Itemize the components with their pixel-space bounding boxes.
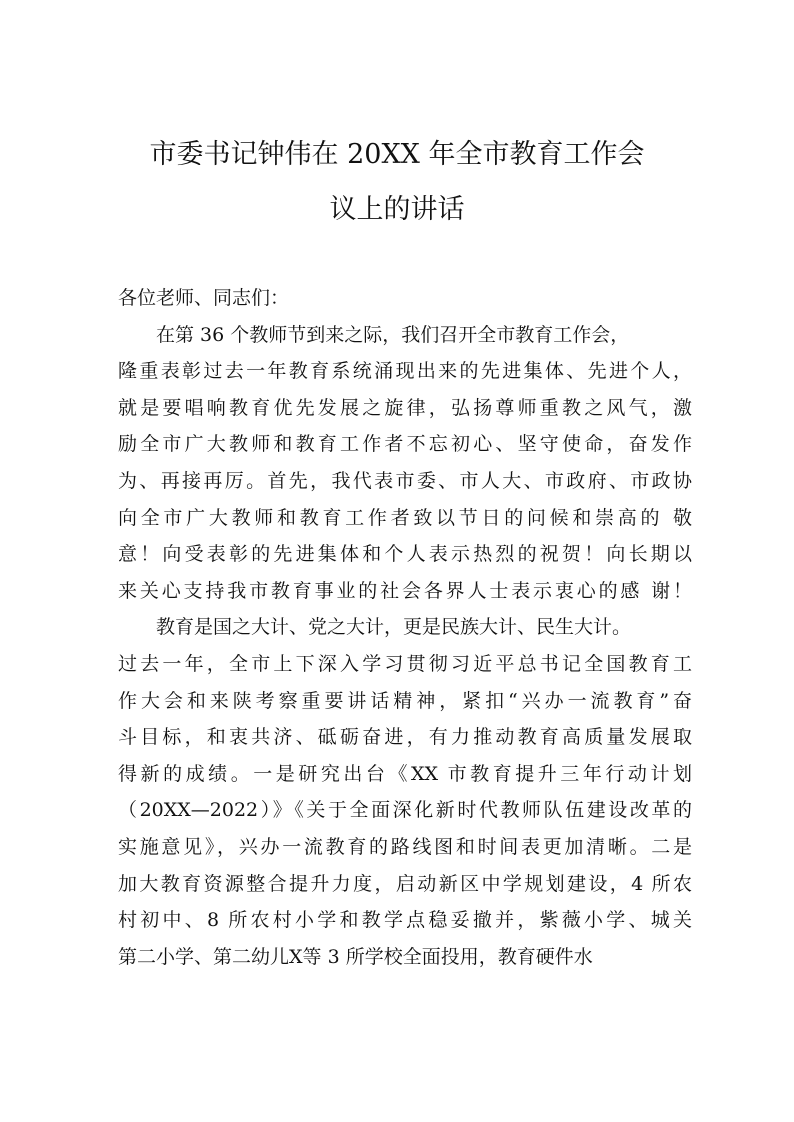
body-text-line: 来关心支持我市教育事业的社会各界人士表示衷心的感 谢！	[118, 579, 692, 602]
body-text-line: 在第 36 个教师节到来之际，我们召开全市教育工作会，	[156, 323, 630, 346]
body-text-line: 实施意见》，兴办一流教育的路线图和时间表更加清晰。二是	[118, 835, 692, 858]
salutation: 各位老师、同志们：	[118, 287, 290, 309]
body-text-line: 就是要唱响教育优先发展之旋律，弘扬尊师重教之风气，激	[118, 396, 692, 419]
body-text-line: （20XX—2022）》《关于全面深化新时代教师队伍建设改革的	[118, 799, 692, 822]
body-text-line: 过去一年，全市上下深入学习贯彻习近平总书记全国教育工	[118, 652, 692, 675]
body-text-line: 第二小学、第二幼儿X等 3 所学校全面投用，教育硬件水	[118, 945, 593, 968]
body-text-line: 向全市广大教师和教育工作者致以节日的问候和崇高的 敬	[118, 506, 692, 529]
body-text-line: 加大教育资源整合提升力度，启动新区中学规划建设，4 所农	[118, 872, 692, 895]
document-title-line-1: 市委书记钟伟在 20XX 年全市教育工作会	[149, 139, 645, 170]
body-text-line: 斗目标，和衷共济、砥砺奋进，有力推动教育高质量发展取	[118, 726, 692, 749]
body-text-line: 为、再接再厉。首先，我代表市委、市人大、市政府、市政协	[118, 469, 692, 492]
document-body	[118, 280, 692, 975]
body-text-line: 意！向受表彰的先进集体和个人表示热烈的祝贺！向长期以	[118, 543, 692, 566]
body-text-line: 教育是国之大计、党之大计，更是民族大计、民生大计。	[156, 616, 632, 639]
body-text-line: 得新的成绩。一是研究出台《XX 市教育提升三年行动计划	[118, 762, 692, 785]
body-text-line: 隆重表彰过去一年教育系统涌现出来的先进集体、先进个人，	[118, 360, 692, 383]
body-text-line: 励全市广大教师和教育工作者不忘初心、坚守使命，奋发作	[118, 433, 692, 456]
body-text-line: 村初中、8 所农村小学和教学点稳妥撤并，紫薇小学、城关	[118, 909, 692, 932]
document-title-line-2: 议上的讲话	[329, 194, 465, 225]
body-text-line: 作大会和来陕考察重要讲话精神，紧扣“兴办一流教育”奋	[118, 689, 692, 712]
